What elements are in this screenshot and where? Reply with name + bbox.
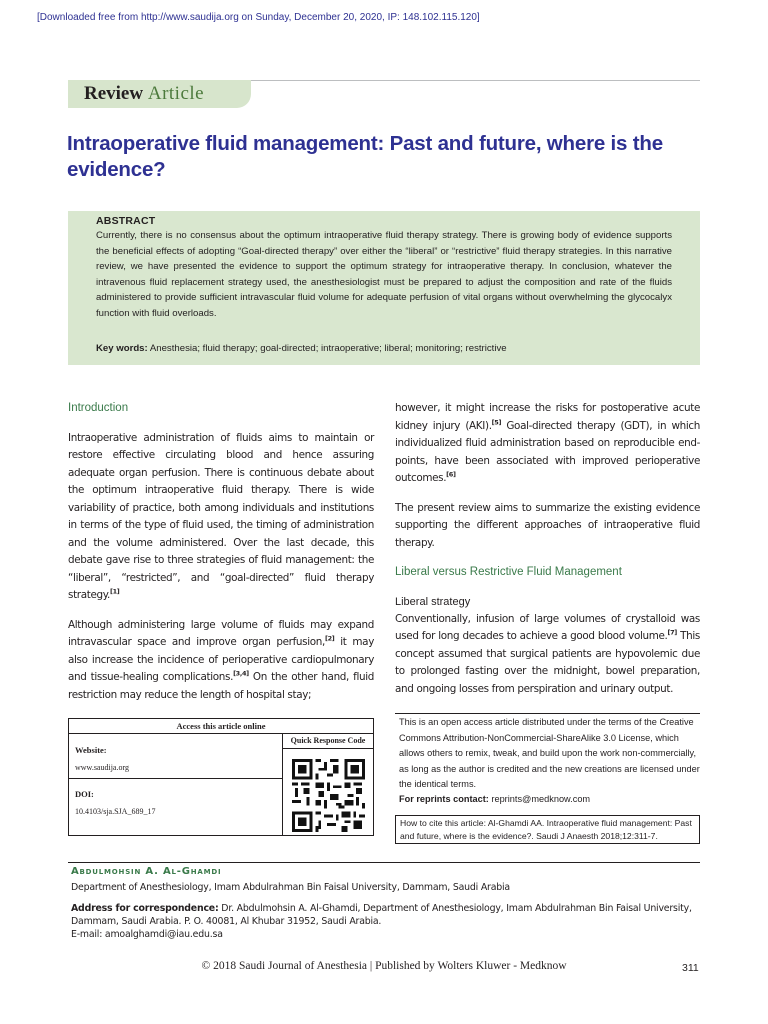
qr-label: Quick Response Code <box>283 734 373 749</box>
abstract-box <box>68 211 700 365</box>
doi-label: DOI: <box>75 789 94 799</box>
right-paragraph-1: however, it might increase the risks for postoperative acute kidney injury (AKI).[5] Goal-directed therapy (GDT), in which individualized fluid administration based on reproducible end-points, have been associated with improved perioperative outcomes.[6] <box>395 402 701 484</box>
author-affiliation: Department of Anesthesiology, Imam Abdulrahman Bin Faisal University, Dammam, Saudi Arabia <box>71 882 510 893</box>
access-doi-cell <box>69 779 282 816</box>
access-heading: Access this article online <box>69 719 373 734</box>
website-link[interactable]: www.saudija.org <box>75 763 129 772</box>
left-column <box>68 400 374 716</box>
address-text: Dr. Abdulmohsin A. Al-Ghamdi, Department of Anesthesiology, Imam Abdulrahman Bin Faisal University, Dammam, Saudi Arabia. P. O. 40081, Al Khubar 31952, Saudi Arabia. <box>71 903 692 927</box>
intro-paragraph-1: Intraoperative administration of fluids aims to maintain or restore effective circulating blood and hence assuring adequate organ perfusion. There is continuous debate about the optimum intraoperative fluid therapy. There is wide variability of practice, both among individuals and institutions in terms of the type of fluid used, the timing of administration and the volume administered. Over the last decade, this debate gave rise to three strategies of fluid management: the “liberal”, “restricted”, and “goal-directed” fluid therapy strategy.[1] <box>68 431 374 601</box>
reprints-label: For reprints contact: <box>399 794 489 804</box>
access-right-panel <box>283 734 373 835</box>
reprints-contact <box>399 794 590 804</box>
correspondence-address <box>71 902 700 928</box>
subsection-heading-liberal: Liberal strategy <box>395 595 471 608</box>
abstract-heading: ABSTRACT <box>96 215 156 227</box>
download-banner[interactable]: [Downloaded free from http://www.saudija.org on Sunday, December 20, 2020, IP: 148.102.115.120] <box>37 12 480 23</box>
address-label: Address for correspondence: <box>71 903 219 914</box>
citation-ref[interactable]: [5] <box>491 418 502 427</box>
citation-ref[interactable]: [3,4] <box>233 669 249 678</box>
access-left-panel <box>69 734 283 835</box>
access-website-cell <box>69 734 282 779</box>
right-paragraph-3: Conventionally, infusion of large volumes of crystalloid was used for long decades to achieve a good blood volume.[7] This concept assumed that surgical patients are hypovolemic due to prolonged fasting over the midnight, bowel preparation, and ongoing losses from perspiration and urinary output. <box>395 612 700 695</box>
author-name: Abdulmohsin A. Al-Ghamdi <box>71 866 222 877</box>
section-heading-introduction: Introduction <box>68 402 129 414</box>
keywords-list: Anesthesia; fluid therapy; goal-directed; intraoperative; liberal; monitoring; restrictive <box>149 343 507 354</box>
page-number: 311 <box>682 962 699 974</box>
citation-ref[interactable]: [2] <box>324 634 335 643</box>
citation-ref[interactable]: [1] <box>110 587 120 596</box>
reprints-email[interactable]: reprints@medknow.com <box>491 794 591 804</box>
author-info <box>68 862 700 942</box>
article-title: Intraoperative fluid management: Past and future, where is the evidence? <box>67 132 663 181</box>
section-heading-liberal-vs-restrictive: Liberal versus Restrictive Fluid Management <box>395 566 622 578</box>
journal-footer: © 2018 Saudi Journal of Anesthesia | Published by Wolters Kluwer - Medknow <box>201 960 567 972</box>
author-email[interactable]: E-mail: amoalghamdi@iau.edu.sa <box>71 929 223 940</box>
doi-value[interactable]: 10.4103/sja.SJA_689_17 <box>75 807 156 816</box>
article-type-tab <box>68 80 251 108</box>
right-column <box>395 400 700 710</box>
citation-ref[interactable]: [6] <box>446 470 456 479</box>
license-divider <box>395 713 700 714</box>
article-type-word2: Article <box>147 83 205 104</box>
keywords <box>96 343 507 354</box>
article-type-word1: Review <box>84 83 144 104</box>
citation-ref[interactable]: [7] <box>667 628 677 637</box>
qr-code-icon[interactable] <box>292 759 365 832</box>
license-text: This is an open access article distributed under the terms of the Creative Commons Attribution-NonCommercial-ShareAlike 3.0 License, which allows others to remix, tweak, and build upon the work non-commercially, as long as the author is credited and the new creations are licensed under the identical terms. <box>399 717 700 789</box>
website-label: Website: <box>75 745 107 755</box>
keywords-label: Key words: <box>96 343 148 354</box>
access-article-box <box>68 718 374 836</box>
right-paragraph-2: The present review aims to summarize the existing evidence supporting the different approaches of intraoperative fluid therapy. <box>395 501 700 549</box>
intro-paragraph-2: Although administering large volume of fluids may expand intravascular space and improve organ perfusion,[2] it may also increase the incidence of perioperative cardiopulmonary and tissue-healing complications.[3,4] On the other hand, fluid restriction may reduce the length of hospital stay; <box>68 618 375 701</box>
abstract-text: Currently, there is no consensus about the optimum intraoperative fluid therapy strategy. There is growing body of evidence supports the beneficial effects of adopting “Goal-directed therapy” over either the “liberal” or “restrictive” fluid therapy strategies. In this narrative review, we have presented the evidence to support the optimum strategy for intraoperative therapy. In conclusion, whatever the intravenous fluid replacement strategy used, the anesthesiologist must be prepared to adjust the composition and rate of the fluids administered to provide sufficient intravascular fluid volume for adequate perfusion of vital organs without overwhelming the glycocalyx function with fluid overloads. <box>96 230 672 319</box>
how-to-cite-box: How to cite this article: Al-Ghamdi AA. Intraoperative fluid management: Past and future, where is the evidence?. Saudi J Anaesth 2018;12:311-7. <box>395 815 700 844</box>
